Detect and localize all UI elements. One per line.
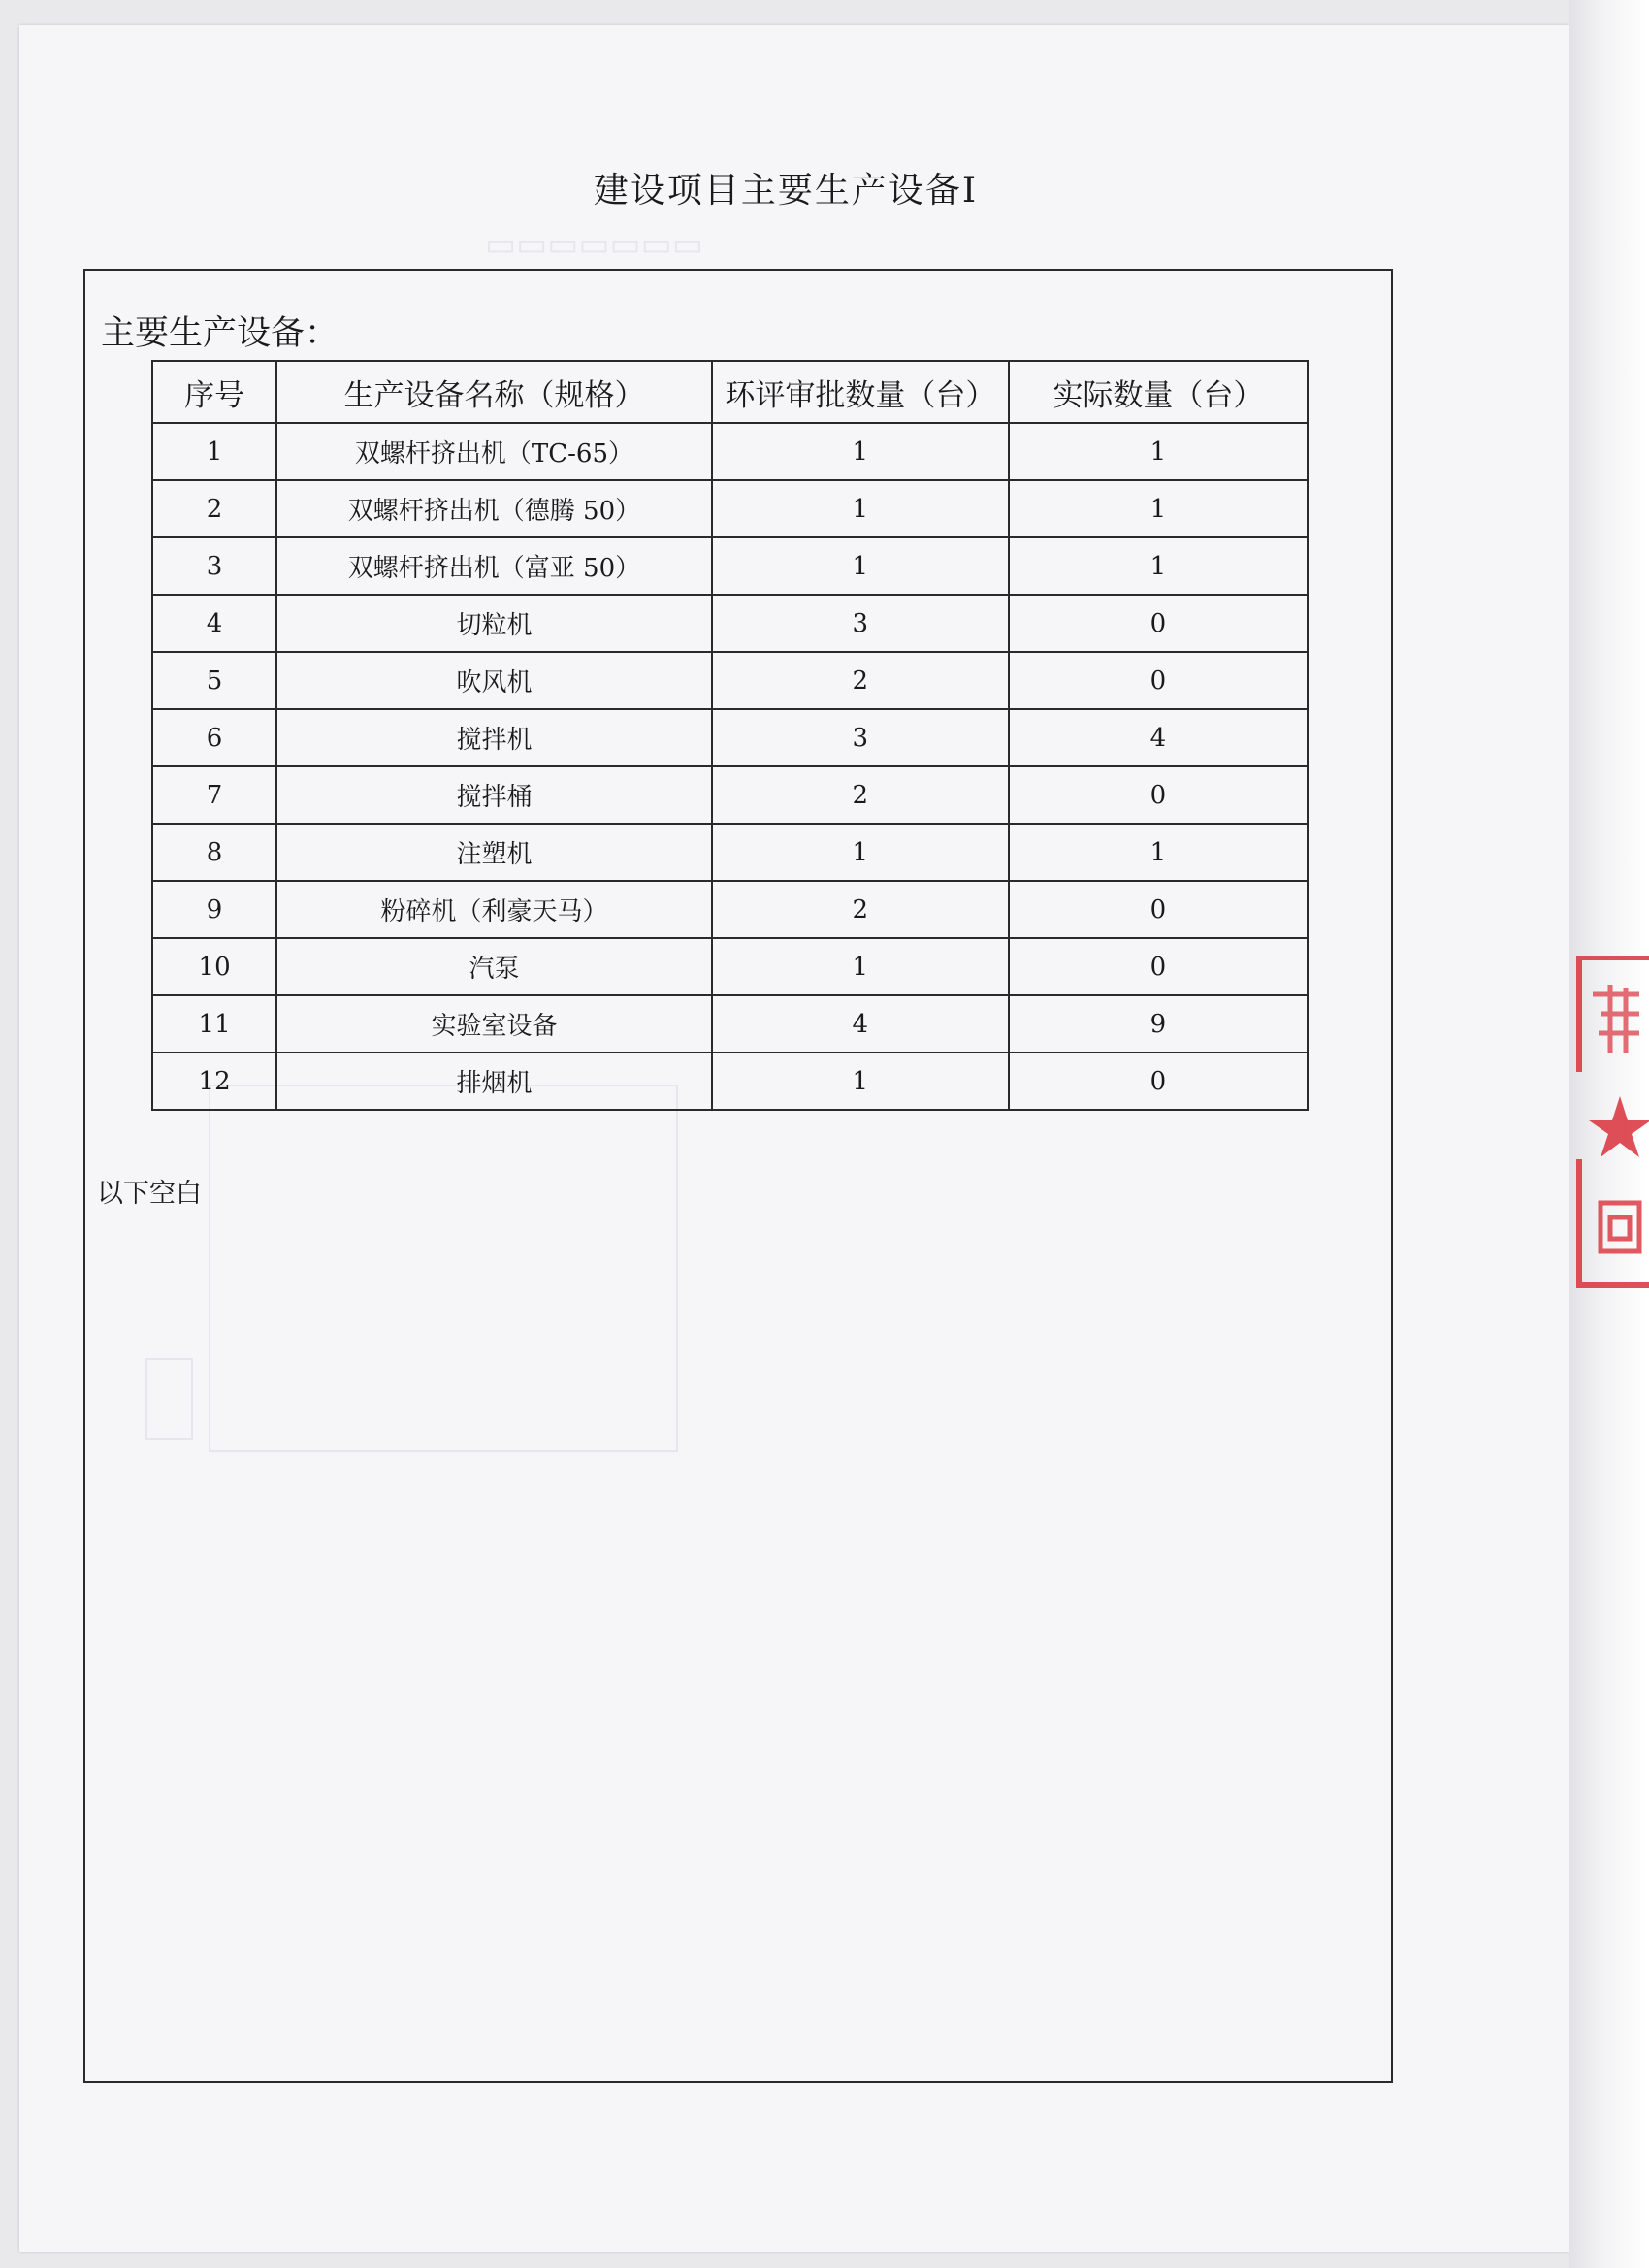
cell-approved-quantity: 1 <box>712 938 1009 995</box>
document-title: 建设项目主要生产设备Ⅰ <box>593 171 979 211</box>
cell-approved-quantity: 1 <box>712 480 1009 537</box>
table-row <box>152 824 1308 881</box>
cell-equipment-name: 排烟机 <box>276 1053 712 1110</box>
cell-serial-number: 1 <box>152 423 276 480</box>
equipment-table <box>151 360 1309 1111</box>
cell-serial-number: 10 <box>152 938 276 995</box>
bleed-through-text: ▭▭▭▭▭▭▭ <box>485 225 703 264</box>
cell-actual-quantity: 1 <box>1009 537 1308 595</box>
cell-equipment-name: 双螺杆挤出机（TC-65） <box>276 423 712 480</box>
cell-actual-quantity: 1 <box>1009 423 1308 480</box>
cell-approved-quantity: 2 <box>712 766 1009 824</box>
table-row <box>152 709 1308 766</box>
table-row <box>152 480 1308 537</box>
cell-actual-quantity: 1 <box>1009 824 1308 881</box>
cell-actual-quantity: 0 <box>1009 652 1308 709</box>
cell-serial-number: 3 <box>152 537 276 595</box>
seal-icon <box>1571 956 1649 1295</box>
cell-equipment-name: 实验室设备 <box>276 995 712 1053</box>
cell-approved-quantity: 3 <box>712 595 1009 652</box>
table-row <box>152 995 1308 1053</box>
table-row <box>152 423 1308 480</box>
table-header-row <box>152 361 1308 423</box>
cell-approved-quantity: 1 <box>712 537 1009 595</box>
cell-equipment-name: 搅拌机 <box>276 709 712 766</box>
cell-actual-quantity: 9 <box>1009 995 1308 1053</box>
header-serial-number: 序号 <box>152 361 276 423</box>
cell-equipment-name: 搅拌桶 <box>276 766 712 824</box>
cell-approved-quantity: 2 <box>712 881 1009 938</box>
cell-actual-quantity: 0 <box>1009 595 1308 652</box>
cell-serial-number: 4 <box>152 595 276 652</box>
cell-actual-quantity: 1 <box>1009 480 1308 537</box>
cell-serial-number: 12 <box>152 1053 276 1110</box>
cell-serial-number: 9 <box>152 881 276 938</box>
cell-equipment-name: 切粒机 <box>276 595 712 652</box>
table-row <box>152 881 1308 938</box>
header-approved-quantity: 环评审批数量（台） <box>712 361 1009 423</box>
cell-equipment-name: 双螺杆挤出机（德腾 50） <box>276 480 712 537</box>
header-equipment-name: 生产设备名称（规格） <box>276 361 712 423</box>
table-row <box>152 595 1308 652</box>
cell-actual-quantity: 0 <box>1009 938 1308 995</box>
cell-actual-quantity: 0 <box>1009 766 1308 824</box>
cell-equipment-name: 吹风机 <box>276 652 712 709</box>
cell-equipment-name: 粉碎机（利豪天马） <box>276 881 712 938</box>
cell-serial-number: 11 <box>152 995 276 1053</box>
cell-approved-quantity: 1 <box>712 1053 1009 1110</box>
cell-actual-quantity: 0 <box>1009 881 1308 938</box>
cell-approved-quantity: 4 <box>712 995 1009 1053</box>
table-row <box>152 1053 1308 1110</box>
cell-approved-quantity: 1 <box>712 824 1009 881</box>
table-row <box>152 938 1308 995</box>
cell-serial-number: 5 <box>152 652 276 709</box>
cell-approved-quantity: 3 <box>712 709 1009 766</box>
cell-serial-number: 7 <box>152 766 276 824</box>
blank-below-note: 以下空白 <box>97 1179 202 1209</box>
section-heading: 主要生产设备： <box>101 314 340 353</box>
cell-serial-number: 6 <box>152 709 276 766</box>
table-row <box>152 766 1308 824</box>
cell-equipment-name: 双螺杆挤出机（富亚 50） <box>276 537 712 595</box>
header-actual-quantity: 实际数量（台） <box>1009 361 1308 423</box>
cell-actual-quantity: 4 <box>1009 709 1308 766</box>
cell-serial-number: 8 <box>152 824 276 881</box>
cell-actual-quantity: 0 <box>1009 1053 1308 1110</box>
cell-approved-quantity: 1 <box>712 423 1009 480</box>
table-row <box>152 537 1308 595</box>
cell-equipment-name: 汽泵 <box>276 938 712 995</box>
table-row <box>152 652 1308 709</box>
cell-approved-quantity: 2 <box>712 652 1009 709</box>
cell-equipment-name: 注塑机 <box>276 824 712 881</box>
cell-serial-number: 2 <box>152 480 276 537</box>
